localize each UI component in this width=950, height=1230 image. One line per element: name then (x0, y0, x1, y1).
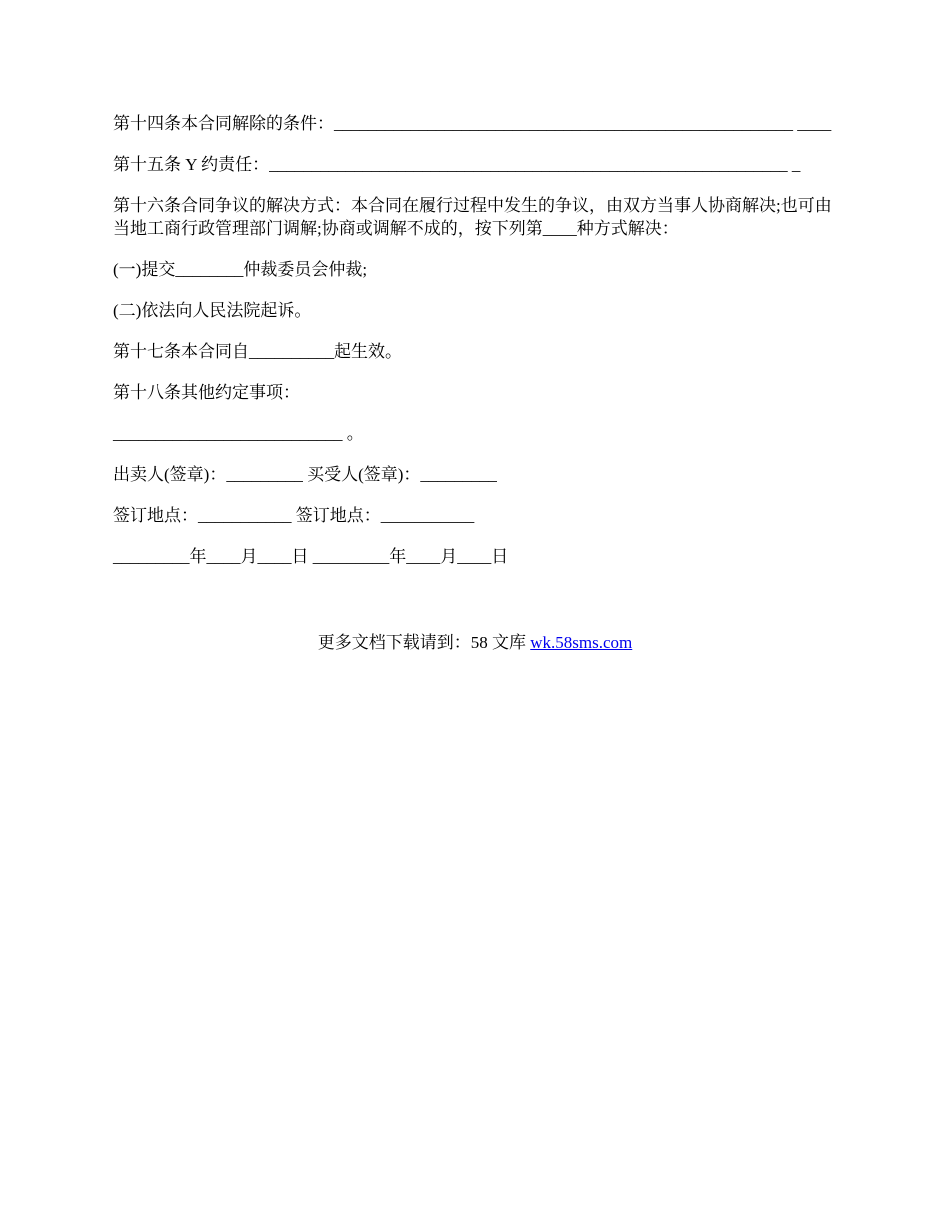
footer-link[interactable]: wk.58sms.com (530, 633, 633, 652)
footer-text: 更多文档下载请到：58 文库 (317, 633, 531, 652)
option-1-arbitration: (一)提交________仲裁委员会仲裁; (113, 260, 368, 279)
article-16-dispute-resolution: 第十六条合同争议的解决方式：本合同在履行过程中发生的争议，由双方当事人协商解决;也可由当地工商行政管理部门调解;协商或调解不成的，按下列第____种方式解决： (113, 196, 832, 238)
signature-line: 出卖人(签章)：_________ 买受人(签章)：_________ (113, 465, 497, 484)
download-footer (0, 631, 950, 654)
article-14-termination-conditions: 第十四条本合同解除的条件：______________________________________________________ ____ (113, 114, 832, 133)
article-18-other-matters: 第十八条其他约定事项： (113, 383, 300, 402)
article-15-liability: 第十五条 Y 约责任：_____________________________________________________________ _ (113, 155, 801, 174)
signing-date-line: _________年____月____日 _________年____月____日 (113, 547, 509, 566)
signing-location-line: 签订地点：___________ 签订地点：___________ (113, 506, 475, 525)
option-2-litigation: (二)依法向人民法院起诉。 (113, 301, 312, 320)
article-17-effective-date: 第十七条本合同自__________起生效。 (113, 342, 402, 361)
other-matters-blank: ___________________________ 。 (113, 424, 364, 443)
document-body (113, 112, 848, 586)
